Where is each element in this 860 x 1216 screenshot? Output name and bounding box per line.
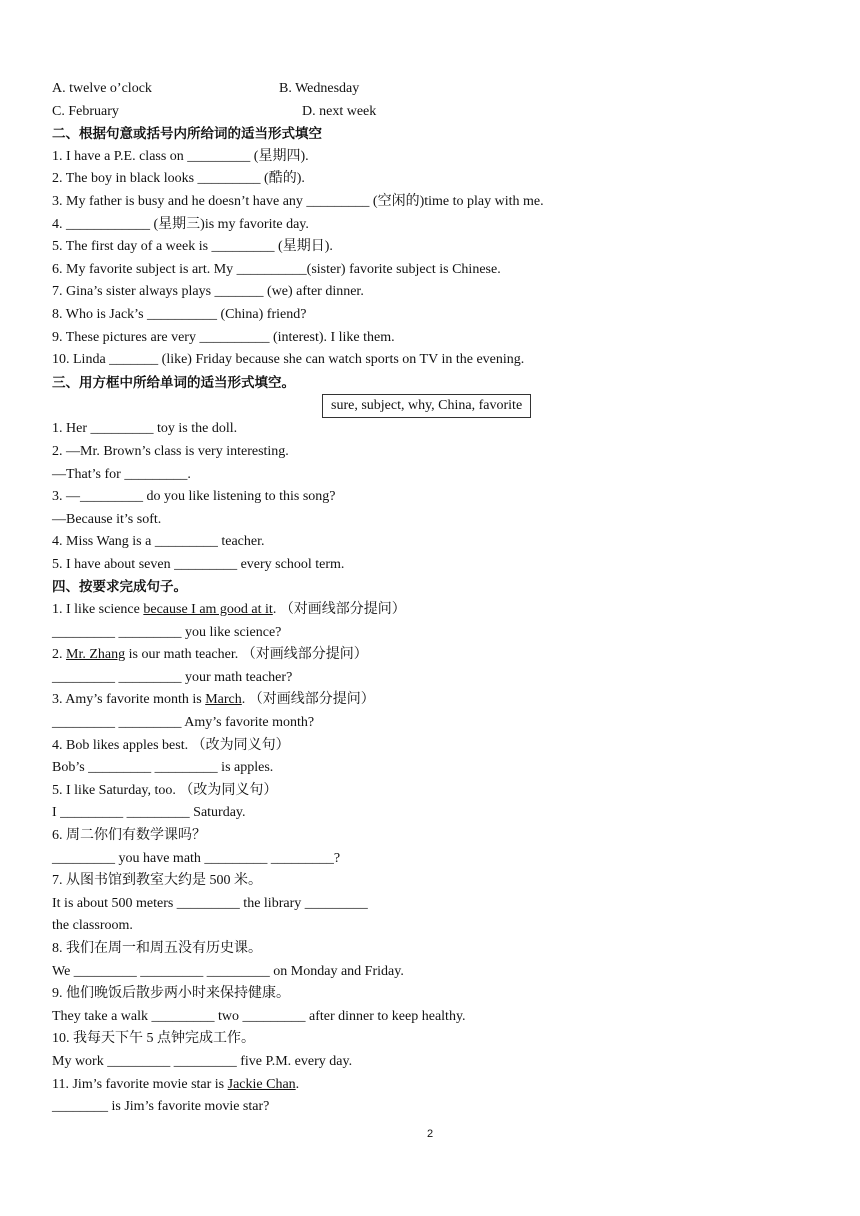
option-c: C. February xyxy=(52,103,119,119)
s4-q1 xyxy=(52,599,812,622)
section-2-title: 二、根据句意或括号内所给词的适当形式填空 xyxy=(52,126,322,143)
s4-q1-underlined: because I am good at it xyxy=(143,602,273,618)
section-4-title: 四、按要求完成句子。 xyxy=(52,579,187,596)
s4-q1-answer: _________ _________ you like science? xyxy=(52,624,282,640)
s4-q6: 6. 周二你们有数学课吗？ xyxy=(52,828,206,843)
s4-q6-answer: _________ you have math _________ _________? xyxy=(52,850,341,866)
s4-q2-underlined: Mr. Zhang xyxy=(66,647,126,663)
s2-item-4: 4. ____________ (星期三)is my favorite day. xyxy=(52,216,309,232)
s4-q10: 10. 我每天下午 5 点钟完成工作。 xyxy=(52,1031,255,1047)
s2-item-6: 6. My favorite subject is art. My __________(sister) favorite subject is Chinese. xyxy=(52,261,501,277)
s3-item-5: 5. I have about seven _________ every school term. xyxy=(52,556,345,572)
s4-q2-post: is our math teacher. （对画线部分提问） xyxy=(125,647,368,663)
s4-q9: 9. 他们晚饭后散步两小时来保持健康。 xyxy=(52,986,290,1002)
s2-item-8: 8. Who is Jack’s __________ (China) friend? xyxy=(52,306,307,322)
s2-item-2: 2. The boy in black looks _________ (酷的). xyxy=(52,171,305,187)
s4-q11-underlined: Jackie Chan xyxy=(227,1076,296,1092)
s4-q7-answer-cont: the classroom. xyxy=(52,918,133,934)
s4-q3-answer: _________ _________ Amy’s favorite month? xyxy=(52,715,315,731)
s4-q11-post: . xyxy=(295,1076,300,1092)
word-box: sure, subject, why, China, favorite xyxy=(322,394,531,418)
s4-q8-answer: We _________ _________ _________ on Monday and Friday. xyxy=(52,963,404,979)
options-row-1 xyxy=(52,78,812,101)
s4-q10-answer: My work _________ _________ five P.M. every day. xyxy=(52,1053,353,1069)
s2-item-10: 10. Linda _______ (like) Friday because she can watch sports on TV in the evening. xyxy=(52,352,525,368)
s4-q8: 8. 我们在周一和周五没有历史课。 xyxy=(52,940,262,956)
s2-item-5: 5. The first day of a week is _________ (星期日). xyxy=(52,239,333,255)
s4-q9-answer: They take a walk _________ two _________ after dinner to keep healthy. xyxy=(52,1008,466,1024)
word-box-row xyxy=(52,394,812,418)
s4-q7: 7. 从图书馆到教室大约是 500 米。 xyxy=(52,873,262,889)
s4-q1-pre: 1. I like science xyxy=(52,602,144,618)
s4-q4-answer: Bob’s _________ _________ is apples. xyxy=(52,760,274,776)
s3-item-2: 2. —Mr. Brown’s class is very interesting. xyxy=(52,443,289,459)
s4-q2-pre: 2. xyxy=(52,647,66,663)
s4-q3-pre: 3. Amy’s favorite month is xyxy=(52,692,206,708)
s3-item-3-reply: —Because it’s soft. xyxy=(52,511,162,527)
s3-item-1: 1. Her _________ toy is the doll. xyxy=(52,421,238,437)
worksheet-page xyxy=(52,78,812,1119)
s4-q4: 4. Bob likes apples best. （改为同义句） xyxy=(52,737,290,753)
s4-q11-answer: ________ is Jim’s favorite movie star? xyxy=(52,1099,270,1115)
s4-q11 xyxy=(52,1074,812,1097)
page-number: 2 xyxy=(426,1128,434,1140)
s4-q7-answer: It is about 500 meters _________ the library _________ xyxy=(52,895,368,911)
s2-item-9: 9. These pictures are very __________ (interest). I like them. xyxy=(52,329,395,345)
s2-item-7: 7. Gina’s sister always plays _______ (we) after dinner. xyxy=(52,284,364,300)
s4-q1-post: . （对画线部分提问） xyxy=(272,602,406,618)
s3-item-4: 4. Miss Wang is a _________ teacher. xyxy=(52,534,265,550)
s2-item-1: 1. I have a P.E. class on _________ (星期四). xyxy=(52,148,309,164)
s4-q5: 5. I like Saturday, too. （改为同义句） xyxy=(52,782,278,798)
s2-item-3: 3. My father is busy and he doesn’t have any _________ (空闲的)time to play with me. xyxy=(52,193,544,209)
s4-q11-pre: 11. Jim’s favorite movie star is xyxy=(52,1076,228,1092)
s4-q3-post: . （对画线部分提问） xyxy=(241,692,375,708)
s4-q3-underlined: March xyxy=(205,692,242,708)
s4-q2-answer: _________ _________ your math teacher? xyxy=(52,669,293,685)
s3-item-2-reply: —That’s for _________. xyxy=(52,466,191,482)
option-d: D. next week xyxy=(302,103,377,119)
options-row-2 xyxy=(52,101,812,124)
s4-q3 xyxy=(52,689,812,712)
s3-item-3: 3. —_________ do you like listening to this song? xyxy=(52,489,336,505)
option-a: A. twelve o’clock xyxy=(52,81,152,96)
section-3-title: 三、用方框中所给单词的适当形式填空。 xyxy=(52,374,295,391)
s4-q5-answer: I _________ _________ Saturday. xyxy=(52,805,246,821)
s4-q2 xyxy=(52,644,812,667)
option-b: B. Wednesday xyxy=(279,81,360,96)
